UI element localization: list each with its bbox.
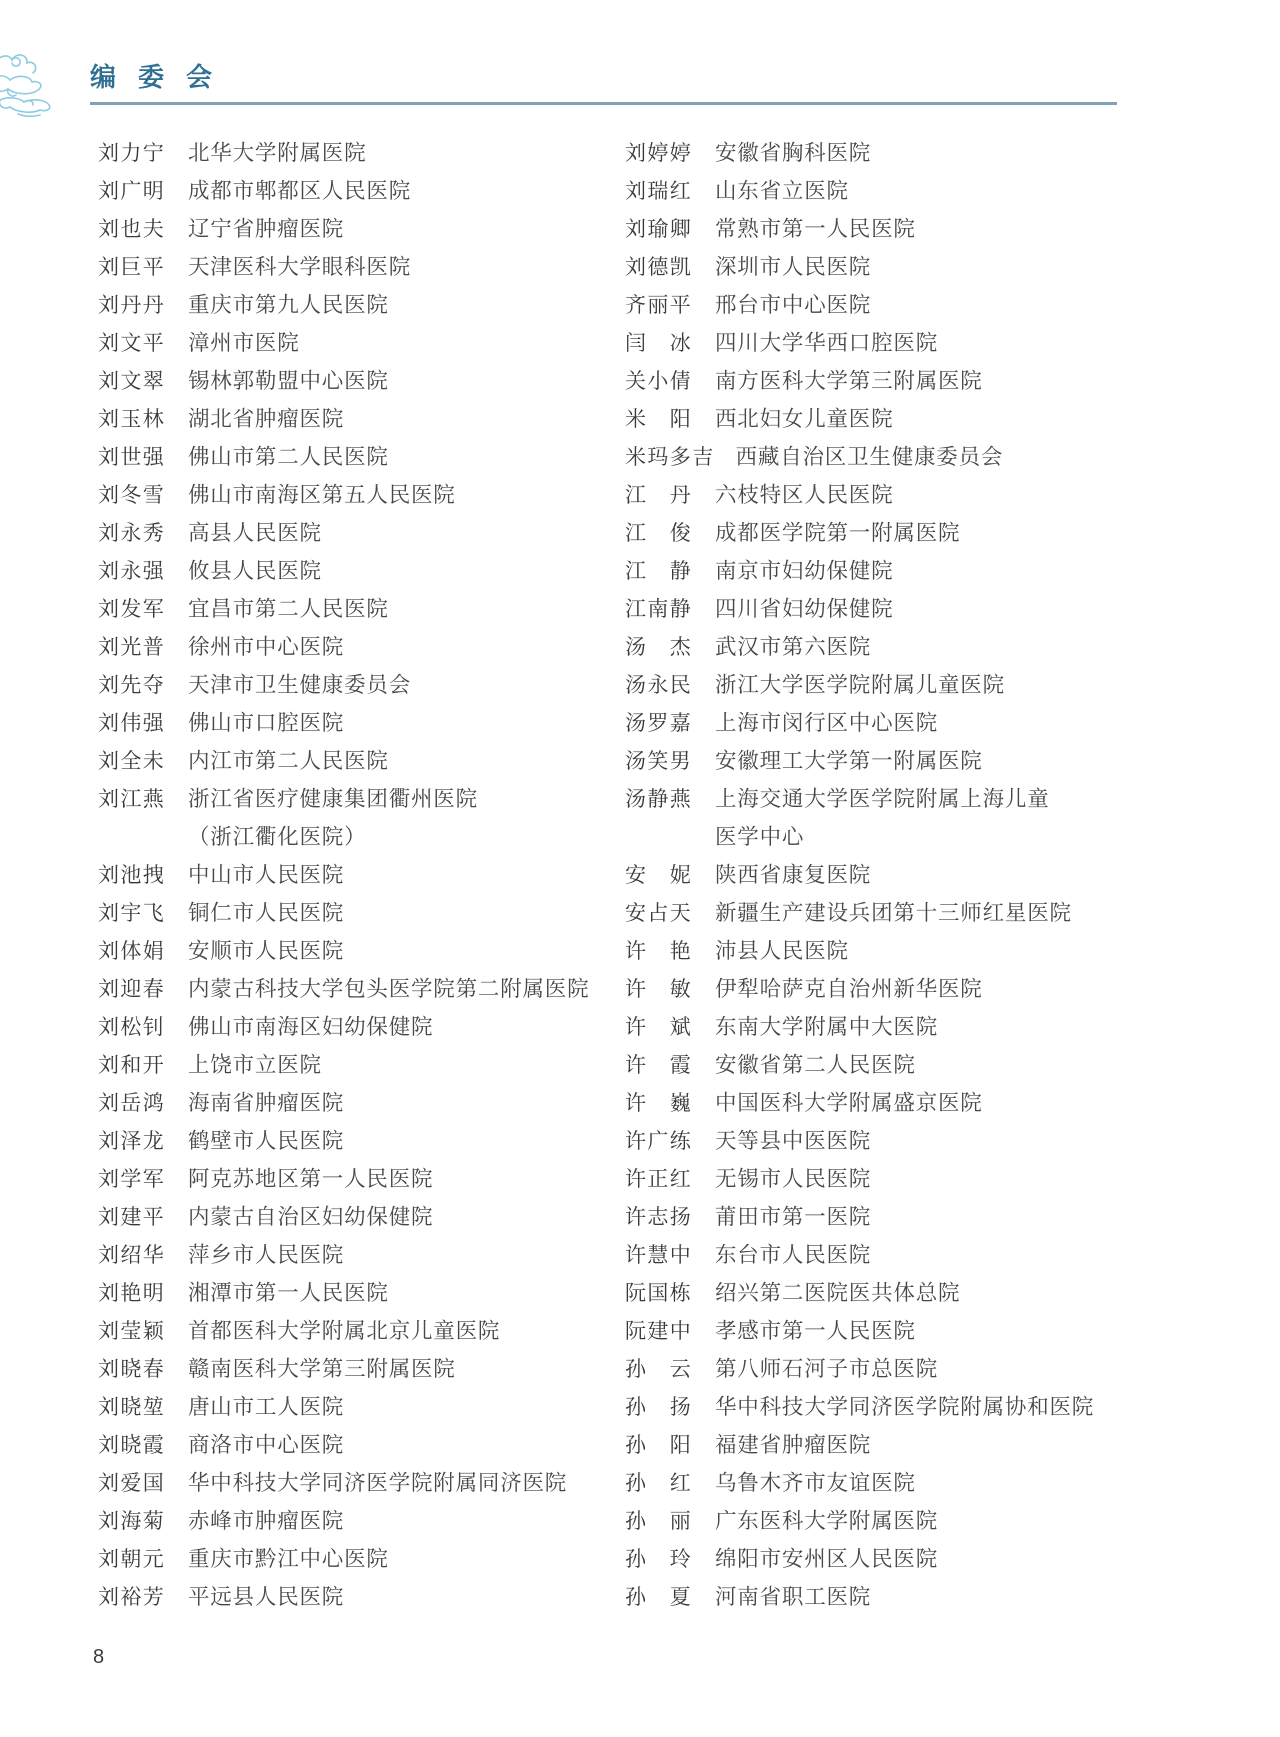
committee-entry-row <box>98 932 589 970</box>
committee-entry-row <box>98 1312 589 1350</box>
member-affiliation: 常熟市第一人民医院 <box>715 217 916 241</box>
committee-entry-row <box>98 514 589 552</box>
committee-entry-row <box>98 438 589 476</box>
member-affiliation: 河南省职工医院 <box>715 1585 872 1609</box>
committee-entry-row <box>625 1312 1094 1350</box>
member-name: 刘松钊 <box>98 1016 166 1039</box>
member-name: 刘迎春 <box>98 978 166 1001</box>
header-rule <box>90 102 1117 105</box>
member-name: 关小倩 <box>625 370 693 393</box>
member-name: 刘朝元 <box>98 1548 166 1571</box>
member-affiliation: 福建省肿瘤医院 <box>715 1433 872 1457</box>
member-affiliation: 海南省肿瘤医院 <box>188 1091 345 1115</box>
member-affiliation: 中山市人民医院 <box>188 863 345 887</box>
member-affiliation: 商洛市中心医院 <box>188 1433 345 1457</box>
committee-entry-row <box>625 476 1094 514</box>
committee-entry-row <box>625 780 1094 818</box>
member-affiliation: 天津市卫生健康委员会 <box>188 673 412 697</box>
member-affiliation: 无锡市人民医院 <box>715 1167 872 1191</box>
member-affiliation: 赤峰市肿瘤医院 <box>188 1509 345 1533</box>
member-name: 许 斌 <box>625 1016 693 1039</box>
member-name: 刘晓堃 <box>98 1396 166 1419</box>
committee-column-left <box>98 134 589 1616</box>
committee-entry-row <box>98 1350 589 1388</box>
committee-entry-row <box>98 1122 589 1160</box>
member-affiliation: 北华大学附属医院 <box>188 141 367 165</box>
member-name: 江 静 <box>625 560 693 583</box>
member-name: 刘文翠 <box>98 370 166 393</box>
member-name: 刘力宁 <box>98 142 166 165</box>
committee-entry-row <box>625 172 1094 210</box>
committee-entry-row <box>98 970 589 1008</box>
member-affiliation: 平远县人民医院 <box>188 1585 345 1609</box>
member-affiliation: 乌鲁木齐市友谊医院 <box>715 1471 916 1495</box>
committee-entry-row <box>625 970 1094 1008</box>
member-affiliation: 安顺市人民医院 <box>188 939 345 963</box>
committee-entry-row <box>625 1426 1094 1464</box>
member-name: 刘学军 <box>98 1168 166 1191</box>
member-name: 孙 阳 <box>625 1434 693 1457</box>
member-affiliation: 重庆市第九人民医院 <box>188 293 389 317</box>
member-name: 刘光普 <box>98 636 166 659</box>
committee-entry-row <box>625 856 1094 894</box>
committee-entry-row <box>98 856 589 894</box>
member-affiliation: 莆田市第一医院 <box>715 1205 872 1229</box>
member-name: 刘和开 <box>98 1054 166 1077</box>
member-name: 许 敏 <box>625 978 693 1001</box>
member-affiliation: 天津医科大学眼科医院 <box>188 255 412 279</box>
member-name: 刘池拽 <box>98 864 166 887</box>
committee-entry-row <box>625 1084 1094 1122</box>
committee-entry-row <box>98 1464 589 1502</box>
member-name: 许正红 <box>625 1168 693 1191</box>
member-name: 许 艳 <box>625 940 693 963</box>
committee-entry-row <box>98 476 589 514</box>
committee-entry-continuation-row <box>98 818 589 856</box>
member-affiliation: 内蒙古科技大学包头医学院第二附属医院 <box>188 977 590 1001</box>
committee-entry-row <box>98 1160 589 1198</box>
member-name: 汤笑男 <box>625 750 693 773</box>
member-name: 孙 云 <box>625 1358 693 1381</box>
page-number: 8 <box>93 1646 105 1668</box>
member-affiliation: 东台市人民医院 <box>715 1243 872 1267</box>
member-affiliation: 医学中心 <box>715 825 805 849</box>
member-affiliation: 赣南医科大学第三附属医院 <box>188 1357 456 1381</box>
member-name: 江 丹 <box>625 484 693 507</box>
member-affiliation: 佛山市南海区第五人民医院 <box>188 483 456 507</box>
committee-entry-row <box>98 742 589 780</box>
committee-entry-row <box>98 1046 589 1084</box>
member-affiliation: 西北妇女儿童医院 <box>715 407 894 431</box>
member-affiliation: 攸县人民医院 <box>188 559 322 583</box>
member-affiliation: 山东省立医院 <box>715 179 849 203</box>
member-affiliation: 阿克苏地区第一人民医院 <box>188 1167 434 1191</box>
committee-entry-row <box>98 400 589 438</box>
committee-entry-row <box>98 590 589 628</box>
member-name: 刘晓春 <box>98 1358 166 1381</box>
committee-entry-row <box>625 1046 1094 1084</box>
committee-entry-row <box>98 1198 589 1236</box>
member-affiliation: 佛山市南海区妇幼保健院 <box>188 1015 434 1039</box>
committee-entry-row <box>98 894 589 932</box>
member-name: 刘建平 <box>98 1206 166 1229</box>
member-affiliation: 伊犁哈萨克自治州新华医院 <box>715 977 983 1001</box>
member-name: 孙 玲 <box>625 1548 693 1571</box>
member-affiliation: 漳州市医院 <box>188 331 300 355</box>
member-name: 孙 扬 <box>625 1396 693 1419</box>
member-affiliation: 辽宁省肿瘤医院 <box>188 217 345 241</box>
member-affiliation: 西藏自治区卫生健康委员会 <box>735 445 1004 469</box>
member-name: 米玛多吉 <box>625 446 715 469</box>
member-name: 刘永强 <box>98 560 166 583</box>
committee-entry-row <box>625 134 1094 172</box>
member-name: 闫 冰 <box>625 332 693 355</box>
member-affiliation: 锡林郭勒盟中心医院 <box>188 369 389 393</box>
committee-entry-row <box>98 1502 589 1540</box>
member-name: 安占天 <box>625 902 693 925</box>
cloud-decoration-icon <box>0 44 58 128</box>
member-name: 安 妮 <box>625 864 693 887</box>
member-name: 刘爱国 <box>98 1472 166 1495</box>
member-name: 刘丹丹 <box>98 294 166 317</box>
member-affiliation: 成都医学院第一附属医院 <box>715 521 961 545</box>
member-affiliation: 南京市妇幼保健院 <box>715 559 894 583</box>
committee-entry-row <box>625 1160 1094 1198</box>
member-affiliation: 内江市第二人民医院 <box>188 749 389 773</box>
member-name: 汤静燕 <box>625 788 693 811</box>
committee-entry-row <box>625 1236 1094 1274</box>
member-affiliation: 中国医科大学附属盛京医院 <box>715 1091 983 1115</box>
member-affiliation: 内蒙古自治区妇幼保健院 <box>188 1205 434 1229</box>
member-affiliation: 安徽省胸科医院 <box>715 141 872 165</box>
committee-column-right <box>625 134 1094 1616</box>
member-affiliation: 首都医科大学附属北京儿童医院 <box>188 1319 501 1343</box>
member-affiliation: 佛山市第二人民医院 <box>188 445 389 469</box>
member-affiliation: 上饶市立医院 <box>188 1053 322 1077</box>
committee-entry-row <box>625 1388 1094 1426</box>
committee-entry-row <box>98 1578 589 1616</box>
committee-entry-row <box>625 704 1094 742</box>
member-affiliation: 成都市郫都区人民医院 <box>188 179 412 203</box>
member-name: 刘体娟 <box>98 940 166 963</box>
member-affiliation: 萍乡市人民医院 <box>188 1243 345 1267</box>
committee-entry-row <box>98 1084 589 1122</box>
committee-entry-row <box>98 666 589 704</box>
member-affiliation: 陕西省康复医院 <box>715 863 872 887</box>
member-name: 刘婷婷 <box>625 142 693 165</box>
member-affiliation: 浙江大学医学院附属儿童医院 <box>715 673 1005 697</box>
member-affiliation: 徐州市中心医院 <box>188 635 345 659</box>
committee-entry-row <box>625 1540 1094 1578</box>
member-name: 刘先夺 <box>98 674 166 697</box>
member-affiliation: 武汉市第六医院 <box>715 635 872 659</box>
member-affiliation: 宜昌市第二人民医院 <box>188 597 389 621</box>
committee-entry-row <box>98 248 589 286</box>
member-name: 刘永秀 <box>98 522 166 545</box>
committee-entry-row <box>98 1388 589 1426</box>
member-name: 刘泽龙 <box>98 1130 166 1153</box>
member-name: 齐丽平 <box>625 294 693 317</box>
member-affiliation: 铜仁市人民医院 <box>188 901 345 925</box>
member-name: 刘岳鸿 <box>98 1092 166 1115</box>
member-name: 刘莹颖 <box>98 1320 166 1343</box>
committee-entry-row <box>98 324 589 362</box>
member-name: 阮建中 <box>625 1320 693 1343</box>
committee-entry-row <box>98 1236 589 1274</box>
committee-entry-row <box>625 248 1094 286</box>
committee-entry-row <box>98 1274 589 1312</box>
member-name: 许 巍 <box>625 1092 693 1115</box>
member-name: 刘裕芳 <box>98 1586 166 1609</box>
committee-entry-row <box>625 286 1094 324</box>
member-affiliation: 南方医科大学第三附属医院 <box>715 369 983 393</box>
committee-entry-row <box>98 552 589 590</box>
page-title: 编委会 <box>90 62 235 92</box>
member-affiliation: 六枝特区人民医院 <box>715 483 894 507</box>
committee-entry-row <box>625 1350 1094 1388</box>
member-name: 刘广明 <box>98 180 166 203</box>
member-name: 孙 红 <box>625 1472 693 1495</box>
committee-entry-row <box>98 704 589 742</box>
committee-entry-row <box>98 780 589 818</box>
member-name: 刘伟强 <box>98 712 166 735</box>
member-affiliation: 天等县中医医院 <box>715 1129 872 1153</box>
member-affiliation: 高县人民医院 <box>188 521 322 545</box>
member-name: 刘江燕 <box>98 788 166 811</box>
member-name: 刘玉林 <box>98 408 166 431</box>
committee-entry-row <box>625 362 1094 400</box>
member-name: 江南静 <box>625 598 693 621</box>
committee-entry-row <box>98 172 589 210</box>
member-name: 孙 夏 <box>625 1586 693 1609</box>
member-name: 许广练 <box>625 1130 693 1153</box>
committee-entry-row <box>625 590 1094 628</box>
member-affiliation: （浙江衢化医院） <box>188 825 367 849</box>
member-affiliation: 四川省妇幼保健院 <box>715 597 894 621</box>
member-name: 刘德凯 <box>625 256 693 279</box>
member-name: 刘全未 <box>98 750 166 773</box>
committee-entry-row <box>98 362 589 400</box>
member-affiliation: 安徽理工大学第一附属医院 <box>715 749 983 773</box>
committee-entry-row <box>625 514 1094 552</box>
member-name: 刘冬雪 <box>98 484 166 507</box>
committee-entry-row <box>98 134 589 172</box>
committee-entry-row <box>625 1502 1094 1540</box>
committee-entry-continuation-row <box>625 818 1094 856</box>
committee-entry-row <box>98 1540 589 1578</box>
member-name: 刘晓霞 <box>98 1434 166 1457</box>
committee-entry-row <box>98 1008 589 1046</box>
member-name: 许慧中 <box>625 1244 693 1267</box>
member-affiliation: 新疆生产建设兵团第十三师红星医院 <box>715 901 1072 925</box>
member-name: 许志扬 <box>625 1206 693 1229</box>
committee-entry-row <box>625 932 1094 970</box>
member-affiliation: 孝感市第一人民医院 <box>715 1319 916 1343</box>
member-name: 孙 丽 <box>625 1510 693 1533</box>
committee-entry-row <box>98 1426 589 1464</box>
member-name: 刘绍华 <box>98 1244 166 1267</box>
member-name: 刘海菊 <box>98 1510 166 1533</box>
member-name: 许 霞 <box>625 1054 693 1077</box>
member-affiliation: 绍兴第二医院医共体总院 <box>715 1281 961 1305</box>
member-affiliation: 重庆市黔江中心医院 <box>188 1547 389 1571</box>
member-name: 刘瑞红 <box>625 180 693 203</box>
member-affiliation: 华中科技大学同济医学院附属协和医院 <box>715 1395 1095 1419</box>
member-name: 刘文平 <box>98 332 166 355</box>
committee-entry-row <box>625 1008 1094 1046</box>
member-affiliation: 第八师石河子市总医院 <box>715 1357 939 1381</box>
committee-entry-row <box>625 1122 1094 1160</box>
member-affiliation: 鹤壁市人民医院 <box>188 1129 345 1153</box>
member-name: 刘世强 <box>98 446 166 469</box>
member-affiliation: 广东医科大学附属医院 <box>715 1509 939 1533</box>
member-name: 米 阳 <box>625 408 693 431</box>
committee-entry-row <box>625 1198 1094 1236</box>
committee-entry-row <box>625 210 1094 248</box>
committee-entry-row <box>625 628 1094 666</box>
member-name: 刘发军 <box>98 598 166 621</box>
member-name: 江 俊 <box>625 522 693 545</box>
committee-entry-row <box>625 742 1094 780</box>
committee-entry-row <box>625 438 1094 476</box>
member-name: 汤罗嘉 <box>625 712 693 735</box>
committee-entry-row <box>625 400 1094 438</box>
committee-entry-row <box>625 324 1094 362</box>
member-affiliation: 上海交通大学医学院附属上海儿童 <box>715 787 1050 811</box>
member-affiliation: 湖北省肿瘤医院 <box>188 407 345 431</box>
member-name: 刘巨平 <box>98 256 166 279</box>
member-affiliation: 安徽省第二人民医院 <box>715 1053 916 1077</box>
member-affiliation: 邢台市中心医院 <box>715 293 872 317</box>
member-affiliation: 深圳市人民医院 <box>715 255 872 279</box>
member-affiliation: 湘潭市第一人民医院 <box>188 1281 389 1305</box>
committee-entry-row <box>625 666 1094 704</box>
member-affiliation: 绵阳市安州区人民医院 <box>715 1547 939 1571</box>
committee-entry-row <box>625 1578 1094 1616</box>
member-name: 刘艳明 <box>98 1282 166 1305</box>
committee-entry-row <box>625 1274 1094 1312</box>
committee-entry-row <box>625 894 1094 932</box>
member-affiliation: 上海市闵行区中心医院 <box>715 711 939 735</box>
member-name: 刘瑜卿 <box>625 218 693 241</box>
committee-entry-row <box>98 286 589 324</box>
member-affiliation: 沛县人民医院 <box>715 939 849 963</box>
member-affiliation: 四川大学华西口腔医院 <box>715 331 939 355</box>
member-affiliation: 东南大学附属中大医院 <box>715 1015 939 1039</box>
committee-entry-row <box>625 1464 1094 1502</box>
committee-entry-row <box>625 552 1094 590</box>
member-name: 汤 杰 <box>625 636 693 659</box>
member-affiliation: 佛山市口腔医院 <box>188 711 345 735</box>
committee-entry-row <box>98 628 589 666</box>
member-name: 刘也夫 <box>98 218 166 241</box>
member-affiliation: 浙江省医疗健康集团衢州医院 <box>188 787 478 811</box>
member-name: 刘宇飞 <box>98 902 166 925</box>
committee-entry-row <box>98 210 589 248</box>
member-affiliation: 华中科技大学同济医学院附属同济医院 <box>188 1471 568 1495</box>
member-affiliation: 唐山市工人医院 <box>188 1395 345 1419</box>
member-name: 阮国栋 <box>625 1282 693 1305</box>
member-name: 汤永民 <box>625 674 693 697</box>
